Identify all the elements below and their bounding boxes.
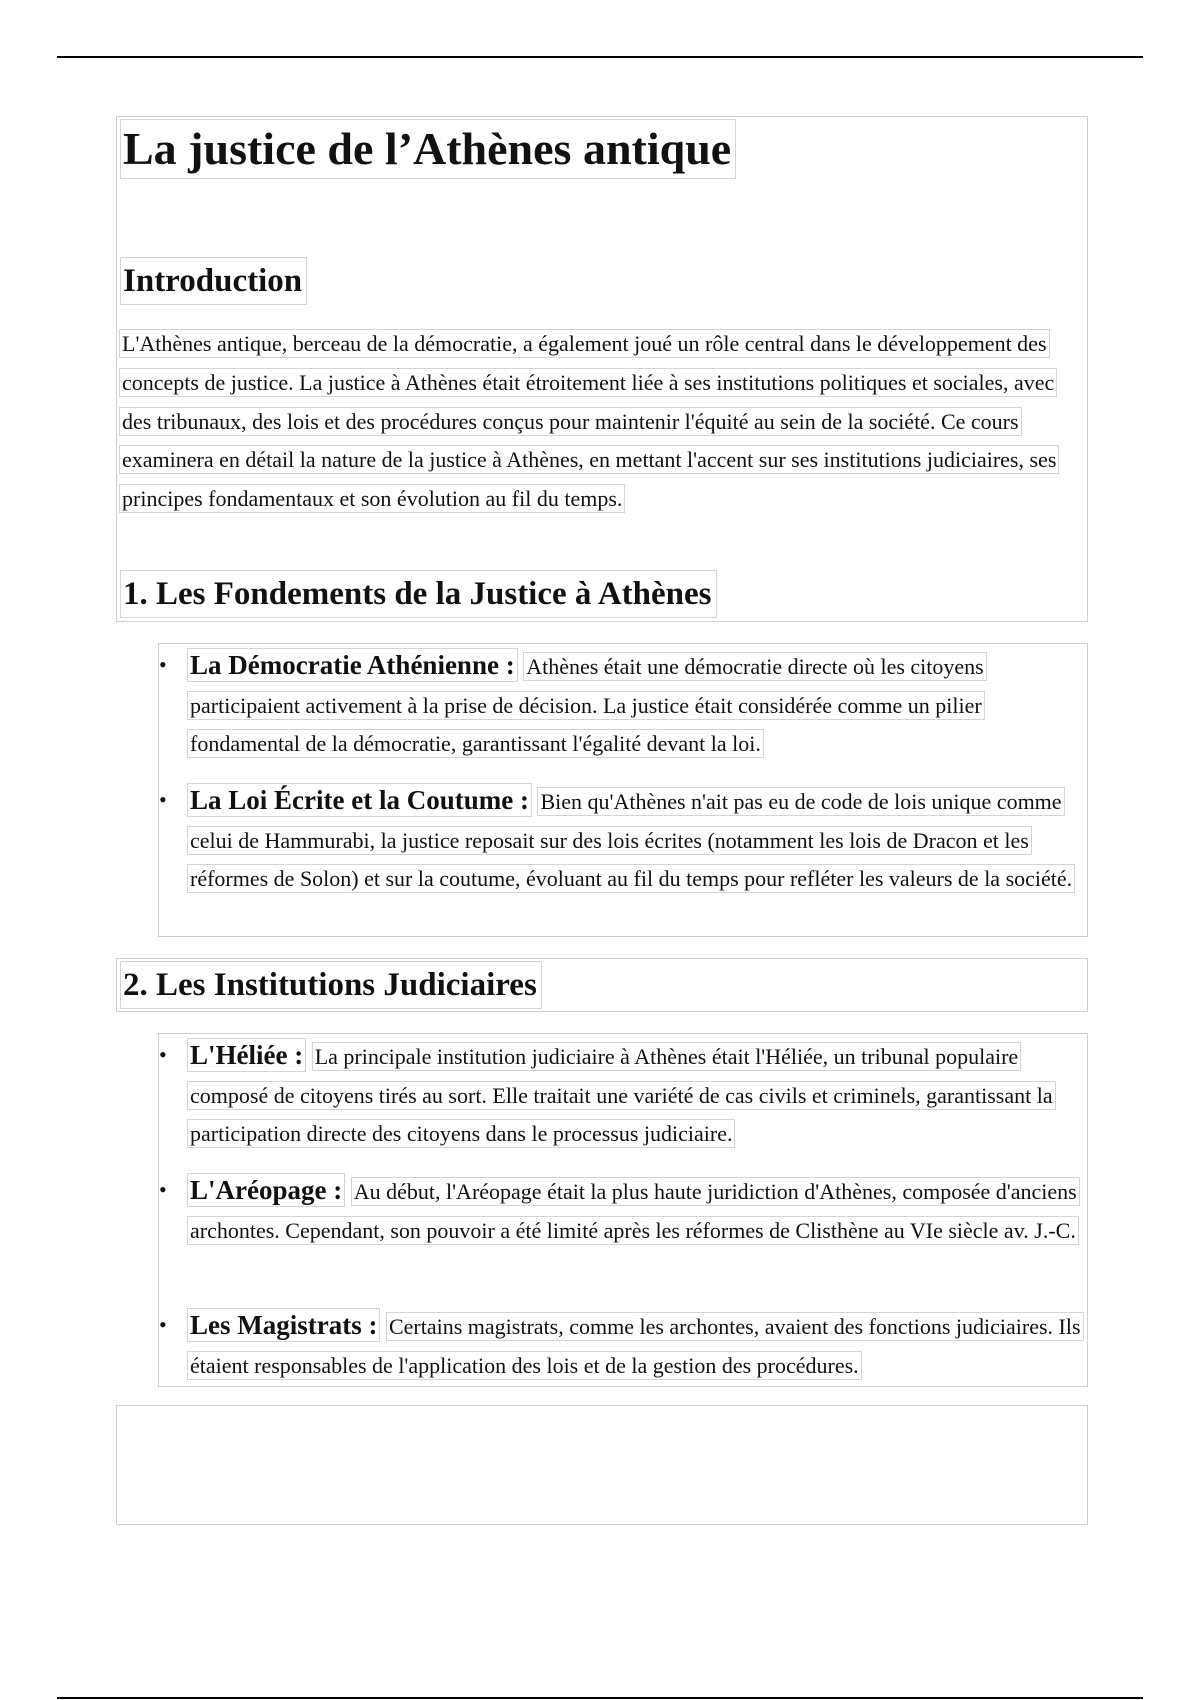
bullet-icon: •	[159, 652, 167, 677]
intro-text: L'Athènes antique, berceau de la démocratie, a également joué un rôle central dans le développement des concepts de justice. La justice à Athènes était étroitement liée à ses institutions politiques et sociales, avec des tribunaux, des lois et des procédures conçus pour maintenir l'équité au sein de la société. Ce cours examinera en détail la nature de la justice à Athènes, en mettant l'accent sur ses institutions judiciaires, ses principes fondamentaux et son évolution au fil du temps.	[119, 329, 1059, 513]
empty-section	[116, 1405, 1088, 1525]
page-title: La justice de l’Athènes antique	[120, 119, 736, 179]
bullet-icon: •	[159, 1177, 167, 1202]
bullet-icon: •	[159, 787, 167, 812]
intro-section	[116, 116, 1088, 622]
section1-list	[158, 643, 1088, 937]
bullet-icon: •	[159, 1312, 167, 1337]
item-lead: La Démocratie Athénienne :	[187, 648, 518, 682]
intro-paragraph	[119, 325, 1087, 519]
item-lead: Les Magistrats :	[187, 1308, 380, 1342]
item-text: Bien qu'Athènes n'ait pas eu de code de lois unique comme celui de Hammurabi, la justice reposait sur des lois écrites (notamment les lois de Dracon et les réformes de Solon) et sur la coutume, évoluant au fil du temps pour refléter les valeurs de la société.	[187, 787, 1075, 893]
section2-heading: 2. Les Institutions Judiciaires	[120, 961, 542, 1009]
item-lead: La Loi Écrite et la Coutume :	[187, 783, 532, 817]
item-lead: L'Héliée :	[187, 1038, 306, 1072]
footer-rule	[57, 1697, 1143, 1699]
item-lead: L'Aréopage :	[187, 1173, 345, 1207]
header-rule	[57, 56, 1143, 58]
section2	[116, 958, 1088, 1012]
item-text: Certains magistrats, comme les archontes, avaient des fonctions judiciaires. Ils étaient responsables de l'application des lois et de la gestion des procédures.	[187, 1312, 1084, 1380]
item-text: Au début, l'Aréopage était la plus haute juridiction d'Athènes, composée d'anciens archontes. Cependant, son pouvoir a été limité après les réformes de Clisthène au VIe siècle av. J.-C.	[187, 1177, 1080, 1245]
intro-heading: Introduction	[120, 257, 307, 305]
item-text: La principale institution judiciaire à Athènes était l'Héliée, un tribunal populaire composé de citoyens tirés au sort. Elle traitait une variété de cas civils et criminels, garantissant la participation directe des citoyens dans le processus judiciaire.	[187, 1042, 1056, 1148]
bullet-icon: •	[159, 1042, 167, 1067]
item-text: Athènes était une démocratie directe où les citoyens participaient activement à la prise de décision. La justice était considérée comme un pilier fondamental de la démocratie, garantissant l'égalité devant la loi.	[187, 652, 987, 758]
section1-heading: 1. Les Fondements de la Justice à Athènes	[120, 570, 717, 618]
section2-list	[158, 1033, 1088, 1387]
